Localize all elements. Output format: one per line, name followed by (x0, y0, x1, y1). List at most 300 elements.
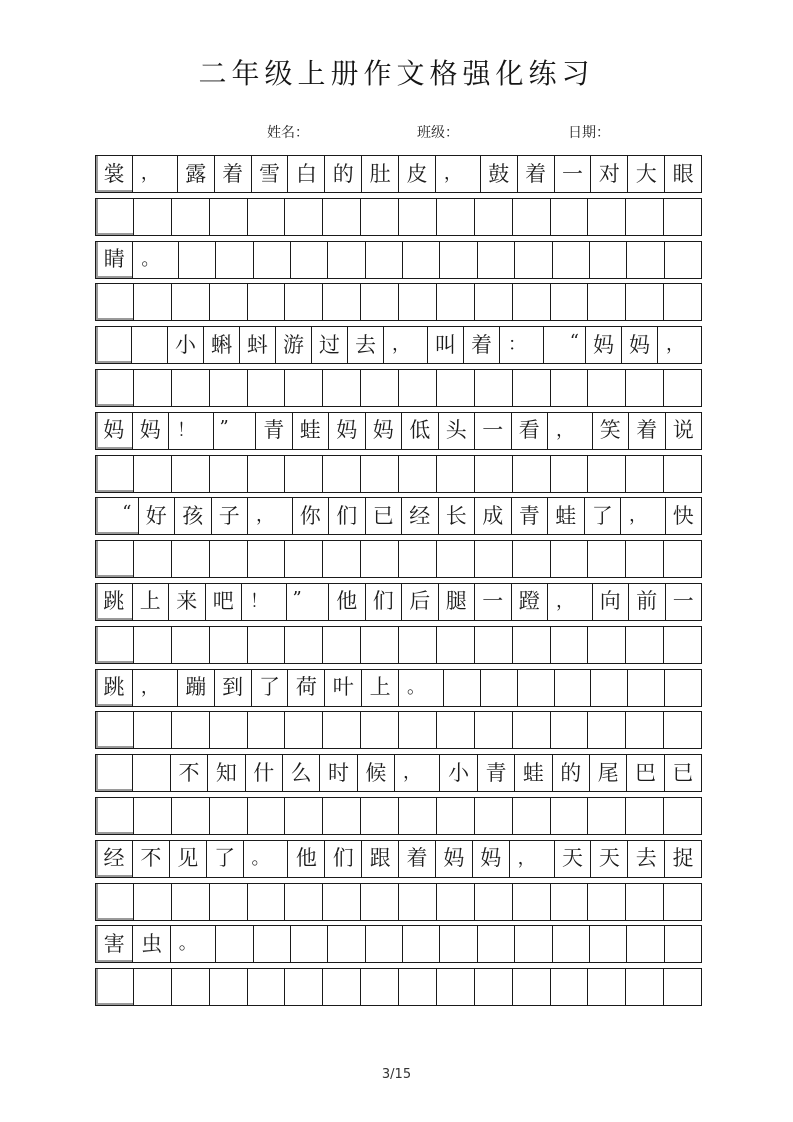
grid-cell (474, 627, 512, 663)
grid-cell: 头 (438, 413, 475, 449)
grid-cell: “ (96, 498, 138, 534)
grid-cell (322, 541, 360, 577)
grid-cell: 雪 (251, 156, 288, 192)
grid-cell: 青 (255, 413, 292, 449)
grid-cell: 见 (169, 841, 206, 877)
grid-cell (625, 541, 663, 577)
grid-cell (253, 242, 290, 278)
grid-cell (360, 284, 398, 320)
grid-cell (436, 884, 474, 920)
grid-cell: 蚪 (239, 327, 275, 363)
grid-cell: 游 (275, 327, 311, 363)
grid-cell (215, 926, 252, 962)
grid-cell (436, 541, 474, 577)
grid-cell: 妈 (328, 413, 365, 449)
grid-row (95, 883, 702, 921)
grid-cell (517, 670, 554, 706)
grid-cell: 不 (132, 841, 169, 877)
grid-cell (247, 541, 285, 577)
grid-cell: 蹦 (177, 670, 214, 706)
grid-cell: 裳 (96, 156, 132, 192)
grid-cell: 跳 (96, 584, 132, 620)
grid-cell (514, 926, 551, 962)
grid-cell: 。 (398, 670, 443, 706)
grid-cell: 天 (590, 841, 627, 877)
grid-cell (663, 456, 701, 492)
grid-cell: 已 (664, 755, 701, 791)
grid-cell (209, 884, 247, 920)
grid-cell (587, 627, 625, 663)
grid-cell: 好 (138, 498, 175, 534)
grid-cell: 叫 (427, 327, 463, 363)
grid-cell (133, 969, 171, 1005)
grid-row (95, 412, 702, 450)
grid-cell (474, 884, 512, 920)
grid-cell (587, 541, 625, 577)
grid-cell (663, 627, 701, 663)
grid-cell: 青 (477, 755, 514, 791)
grid-cell (247, 199, 285, 235)
grid-cell (322, 284, 360, 320)
grid-cell (550, 969, 588, 1005)
grid-cell (96, 755, 132, 791)
grid-row (95, 241, 702, 279)
grid-cell (133, 456, 171, 492)
grid-cell: 虫 (132, 926, 169, 962)
grid-cell: 皮 (398, 156, 435, 192)
grid-cell (360, 712, 398, 748)
grid-cell: 睛 (96, 242, 132, 278)
grid-cell: 。 (170, 926, 215, 962)
grid-cell: 过 (311, 327, 347, 363)
grid-cell: 小 (439, 755, 476, 791)
grid-cell (550, 456, 588, 492)
grid-cell: 上 (132, 584, 169, 620)
grid-cell (133, 712, 171, 748)
grid-cell: 笑 (592, 413, 629, 449)
grid-cell (587, 798, 625, 834)
grid-cell (96, 541, 133, 577)
grid-row (95, 711, 702, 749)
grid-cell (625, 370, 663, 406)
grid-cell (436, 199, 474, 235)
grid-cell: 后 (401, 584, 438, 620)
grid-cell (322, 712, 360, 748)
grid-cell (663, 712, 701, 748)
grid-cell (625, 456, 663, 492)
grid-cell (171, 798, 209, 834)
grid-cell (284, 541, 322, 577)
grid-cell: 着 (628, 413, 665, 449)
grid-cell (480, 670, 517, 706)
grid-cell (253, 926, 290, 962)
grid-cell: 着 (517, 156, 554, 192)
grid-row (95, 497, 702, 535)
grid-cell (477, 926, 514, 962)
grid-cell (133, 199, 171, 235)
grid-row (95, 369, 702, 407)
grid-cell (247, 456, 285, 492)
grid-cell: 了 (206, 841, 243, 877)
grid-cell (96, 884, 133, 920)
grid-cell (587, 284, 625, 320)
grid-cell: 尾 (589, 755, 626, 791)
grid-cell (322, 456, 360, 492)
grid-cell (439, 242, 476, 278)
grid-cell: 妈 (435, 841, 472, 877)
grid-cell (133, 541, 171, 577)
grid-row (95, 455, 702, 493)
grid-cell: 向 (592, 584, 629, 620)
grid-cell (550, 798, 588, 834)
grid-cell: 说 (665, 413, 702, 449)
grid-cell (360, 456, 398, 492)
grid-cell (96, 370, 133, 406)
class-label: 班级： (417, 125, 459, 141)
grid-cell (284, 284, 322, 320)
grid-cell: ， (620, 498, 665, 534)
grid-cell: 鼓 (480, 156, 517, 192)
grid-cell: 跳 (96, 670, 132, 706)
grid-cell (247, 627, 285, 663)
grid-cell (247, 370, 285, 406)
grid-row (95, 797, 702, 835)
grid-cell (514, 242, 551, 278)
grid-cell (512, 969, 550, 1005)
grid-cell (96, 327, 131, 363)
grid-cell (290, 926, 327, 962)
grid-cell: 经 (96, 841, 132, 877)
grid-cell (360, 370, 398, 406)
grid-cell (663, 199, 701, 235)
grid-cell: 么 (282, 755, 319, 791)
grid-cell (133, 627, 171, 663)
grid-cell: 们 (324, 841, 361, 877)
grid-cell (171, 541, 209, 577)
grid-cell: 们 (328, 498, 365, 534)
grid-cell (171, 884, 209, 920)
grid-cell (550, 541, 588, 577)
grid-cell (512, 370, 550, 406)
grid-cell (436, 284, 474, 320)
grid-cell: 已 (365, 498, 402, 534)
grid-row (95, 198, 702, 236)
grid-cell (402, 926, 439, 962)
grid-cell: 他 (287, 841, 324, 877)
grid-cell: 白 (287, 156, 324, 192)
grid-cell (96, 969, 133, 1005)
grid-cell (398, 969, 436, 1005)
grid-cell: 快 (665, 498, 702, 534)
grid-cell (436, 798, 474, 834)
grid-row (95, 925, 702, 963)
grid-cell (215, 242, 252, 278)
grid-cell: 的 (552, 755, 589, 791)
grid-cell: 着 (214, 156, 251, 192)
grid-cell: 一 (665, 584, 702, 620)
grid-cell (171, 627, 209, 663)
grid-cell (178, 242, 215, 278)
grid-cell: 了 (251, 670, 288, 706)
grid-cell (439, 926, 476, 962)
grid-cell: ， (394, 755, 439, 791)
date-label: 日期： (568, 125, 610, 141)
grid-cell: 着 (398, 841, 435, 877)
grid-cell (398, 456, 436, 492)
grid-cell: 妈 (585, 327, 621, 363)
grid-cell (625, 969, 663, 1005)
grid-cell (284, 969, 322, 1005)
grid-cell (284, 712, 322, 748)
grid-cell (284, 456, 322, 492)
grid-cell: 蹬 (511, 584, 548, 620)
grid-row (95, 326, 702, 364)
grid-cell (96, 627, 133, 663)
composition-grid (95, 155, 702, 1011)
grid-cell (436, 712, 474, 748)
grid-cell (663, 969, 701, 1005)
grid-cell: 露 (177, 156, 214, 192)
grid-cell (589, 926, 626, 962)
grid-cell: 了 (584, 498, 621, 534)
grid-cell (398, 370, 436, 406)
grid-row (95, 540, 702, 578)
grid-cell: 们 (365, 584, 402, 620)
grid-cell: ！ (168, 413, 213, 449)
grid-cell (322, 627, 360, 663)
grid-cell: 蝌 (203, 327, 239, 363)
grid-cell (133, 884, 171, 920)
grid-cell: ， (383, 327, 427, 363)
grid-cell: 候 (357, 755, 394, 791)
grid-cell (209, 370, 247, 406)
grid-cell (550, 199, 588, 235)
grid-cell (474, 370, 512, 406)
grid-cell (443, 670, 480, 706)
grid-cell: 他 (328, 584, 365, 620)
grid-cell (360, 969, 398, 1005)
grid-cell (96, 199, 133, 235)
grid-cell (436, 969, 474, 1005)
grid-cell (512, 199, 550, 235)
grid-cell: 长 (438, 498, 475, 534)
grid-cell: 不 (170, 755, 207, 791)
grid-cell (587, 884, 625, 920)
grid-cell: 到 (214, 670, 251, 706)
grid-cell: 妈 (472, 841, 509, 877)
grid-cell: 害 (96, 926, 132, 962)
grid-cell (587, 199, 625, 235)
grid-cell (322, 370, 360, 406)
grid-cell (587, 456, 625, 492)
grid-cell (626, 926, 663, 962)
grid-cell (209, 627, 247, 663)
grid-cell: 上 (361, 670, 398, 706)
grid-cell: 妈 (132, 413, 169, 449)
grid-cell (436, 456, 474, 492)
grid-cell (398, 627, 436, 663)
grid-cell (474, 969, 512, 1005)
grid-cell (131, 327, 167, 363)
grid-cell (512, 541, 550, 577)
grid-cell (171, 969, 209, 1005)
grid-cell: 蛙 (514, 755, 551, 791)
grid-cell: 荷 (287, 670, 324, 706)
grid-cell (96, 284, 133, 320)
grid-cell (322, 884, 360, 920)
grid-cell (663, 798, 701, 834)
grid-cell (398, 798, 436, 834)
grid-cell (322, 199, 360, 235)
grid-row (95, 583, 702, 621)
grid-cell (209, 284, 247, 320)
name-label: 姓名： (267, 125, 309, 141)
grid-cell (512, 284, 550, 320)
grid-cell: 来 (168, 584, 205, 620)
grid-cell: ， (132, 156, 177, 192)
grid-cell (290, 242, 327, 278)
grid-cell (550, 884, 588, 920)
grid-cell: 时 (319, 755, 356, 791)
grid-cell: 对 (590, 156, 627, 192)
grid-cell (552, 926, 589, 962)
grid-cell (664, 242, 701, 278)
grid-cell (398, 541, 436, 577)
grid-cell (327, 242, 364, 278)
grid-cell (96, 798, 133, 834)
grid-cell (322, 969, 360, 1005)
grid-cell: 妈 (365, 413, 402, 449)
grid-cell (590, 670, 627, 706)
grid-cell (247, 712, 285, 748)
grid-cell: 蛙 (547, 498, 584, 534)
grid-cell (474, 712, 512, 748)
grid-cell (512, 627, 550, 663)
grid-cell: “ (543, 327, 585, 363)
grid-cell (550, 627, 588, 663)
grid-cell: ” (213, 413, 256, 449)
grid-cell: 低 (401, 413, 438, 449)
grid-cell (96, 456, 133, 492)
grid-cell: 。 (132, 242, 177, 278)
grid-cell: 什 (245, 755, 282, 791)
grid-cell (360, 627, 398, 663)
grid-cell: 你 (292, 498, 329, 534)
grid-cell: 的 (324, 156, 361, 192)
grid-cell (587, 712, 625, 748)
grid-cell: 一 (474, 413, 511, 449)
grid-cell (132, 755, 169, 791)
grid-cell (625, 798, 663, 834)
grid-cell (477, 242, 514, 278)
grid-cell: 成 (474, 498, 511, 534)
grid-cell: ， (435, 156, 480, 192)
grid-cell (209, 199, 247, 235)
grid-cell (133, 798, 171, 834)
grid-cell: 捉 (664, 841, 701, 877)
grid-cell (627, 670, 664, 706)
grid-cell: 经 (401, 498, 438, 534)
grid-cell: 看 (511, 413, 548, 449)
grid-cell: ， (247, 498, 292, 534)
grid-cell (284, 199, 322, 235)
grid-cell (550, 284, 588, 320)
grid-cell: 妈 (621, 327, 657, 363)
grid-cell (284, 884, 322, 920)
grid-cell (247, 798, 285, 834)
grid-cell: ， (657, 327, 701, 363)
grid-cell (365, 926, 402, 962)
grid-cell (96, 712, 133, 748)
grid-cell (209, 712, 247, 748)
grid-cell: 去 (347, 327, 383, 363)
grid-cell (663, 370, 701, 406)
grid-cell: 妈 (96, 413, 132, 449)
grid-cell (398, 199, 436, 235)
grid-cell (402, 242, 439, 278)
grid-cell (663, 284, 701, 320)
grid-cell (625, 199, 663, 235)
grid-cell (360, 884, 398, 920)
grid-cell: 跟 (361, 841, 398, 877)
grid-cell (663, 884, 701, 920)
grid-cell (554, 670, 591, 706)
grid-cell (247, 969, 285, 1005)
grid-cell: 孩 (174, 498, 211, 534)
grid-cell: 一 (474, 584, 511, 620)
grid-cell (327, 926, 364, 962)
grid-cell (171, 370, 209, 406)
grid-cell (398, 284, 436, 320)
grid-cell (365, 242, 402, 278)
grid-cell: 腿 (438, 584, 475, 620)
grid-cell (171, 284, 209, 320)
grid-cell (436, 370, 474, 406)
grid-cell (625, 627, 663, 663)
grid-cell: 小 (167, 327, 203, 363)
page-number: 3/15 (381, 1067, 412, 1082)
grid-cell: ， (509, 841, 554, 877)
grid-cell (322, 798, 360, 834)
grid-cell: 去 (627, 841, 664, 877)
grid-cell (360, 541, 398, 577)
grid-cell (512, 884, 550, 920)
grid-cell (284, 627, 322, 663)
grid-cell: 着 (463, 327, 499, 363)
grid-cell (625, 884, 663, 920)
grid-cell (550, 712, 588, 748)
grid-row (95, 754, 702, 792)
grid-cell (171, 456, 209, 492)
grid-cell: 天 (554, 841, 591, 877)
grid-cell (360, 199, 398, 235)
grid-cell: 巴 (626, 755, 663, 791)
grid-cell: 青 (511, 498, 548, 534)
grid-cell: ， (547, 413, 592, 449)
grid-cell (171, 199, 209, 235)
grid-cell: 叶 (324, 670, 361, 706)
grid-cell: 吧 (205, 584, 242, 620)
grid-cell (133, 370, 171, 406)
grid-row (95, 968, 702, 1006)
grid-cell (626, 242, 663, 278)
grid-cell (436, 627, 474, 663)
grid-cell (209, 798, 247, 834)
grid-cell (512, 798, 550, 834)
grid-cell: ， (132, 670, 177, 706)
grid-cell (398, 884, 436, 920)
grid-cell: ， (547, 584, 592, 620)
